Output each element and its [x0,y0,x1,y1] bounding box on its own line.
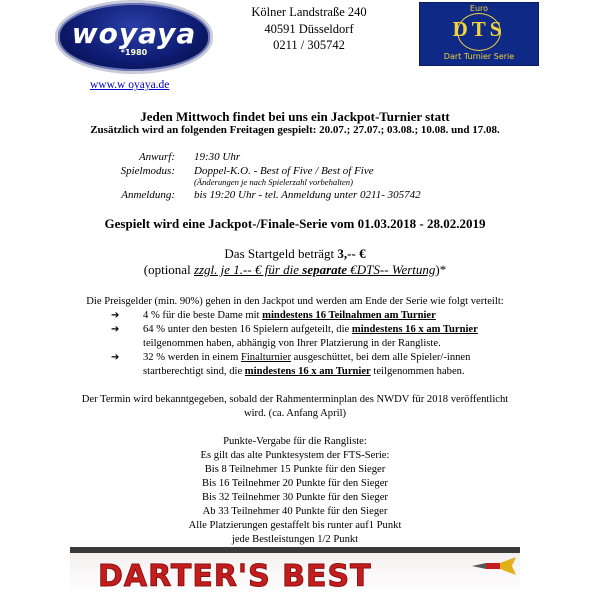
bullet-ladies [143,309,523,323]
bullet-arrow-icon: ➔ [111,352,120,363]
bullet-ladies-condition: mindestens 16 Teilnahmen am Turnier [262,310,436,321]
startgeld-line [0,246,590,262]
logo-year: *1980 [120,48,148,57]
darters-best-banner [70,547,520,596]
startgeld-optional-line [0,262,590,278]
prize-intro: Die Preisgelder (min. 90%) gehen in den Jackpot und werden am Ende der Serie wie folgt verteilt: [86,296,504,307]
termin-line-1: Der Termin wird bekanntgegeben, sobald der Rahmenterminplan des NWDV für 2018 veröffentlicht [81,394,509,405]
bullet-final-condition: mindestens 16 x am Turnier [244,366,371,377]
woyaya-logo [55,0,213,74]
subheadline: Zusätzlich wird an folgenden Freitagen gespielt: 20.07.; 27.07.; 03.08.; 10.08. und 17.08. [90,124,500,136]
bullet-final-text: 32 % werden in einem [143,352,241,363]
termin-line-2: wird. (ca. Anfang April) [243,408,347,419]
startgeld-amount: 3,-- € [337,246,366,261]
bullet-top16 [143,323,523,351]
punkte-title: Punkte-Vergabe für die Rangliste: [223,436,367,447]
punkte-line: Bis 32 Teilnehmer 30 Punkte für den Sieger [202,492,388,503]
series-line: Gespielt wird eine Jackpot-/Finale-Serie vom 01.03.2018 - 28.02.2019 [104,216,486,231]
startgeld-optional-text: zzgl. je 1.-- € für die [193,262,303,277]
details-note: (Änderungen je nach Spielerzahl vorbehalten) [194,177,353,187]
punkte-line: jede Bestleistungen 1/2 Punkt [231,534,359,545]
bullet-top16-text: 64 % unter den besten 16 Spielern aufgeteilt, die [143,324,352,335]
startgeld-prefix: Das Startgeld beträgt [224,246,338,261]
punkte-line: Bis 16 Teilnehmer 20 Punkte für den Sieger [202,478,388,489]
bullet-top16-condition: mindestens 16 x am Turnier [351,324,478,335]
detail-value-anwurf: 19:30 Uhr [194,151,241,163]
detail-value-spielmodus: Doppel-K.O. - Best of Five / Best of Five [194,165,374,177]
detail-label-anmeldung: Anmeldung: [121,189,175,201]
startgeld-wertung: €DTS-- Wertung [347,262,436,277]
bullet-final-finalturnier: Finalturnier [240,352,291,363]
punkte-line: Bis 8 Teilnehmer 15 Punkte für den Sieger [204,464,386,475]
bullet-final [143,351,523,379]
website-link[interactable]: www.w oyaya.de [90,79,170,91]
startgeld-separate: separate [302,262,348,277]
logo-word: woyaya [71,17,197,50]
address-phone: 0211 / 305742 [273,38,345,52]
punkte-line: Alle Platzierungen gestaffelt bis runter auf1 Punkt [188,520,402,531]
startgeld-optional-open: (optional [143,262,194,277]
address-block [236,4,382,54]
startgeld-optional-close: )* [435,262,447,277]
detail-label-anwurf: Anwurf: [138,151,175,163]
bullet-top16-cont: teilgenommen haben, abhängig von Ihrer Platzierung in der Rangliste. [143,338,441,349]
address-street: Kölner Landstraße 240 [251,5,367,19]
dts-logo-top: Euro [469,4,489,13]
detail-value-anmeldung: bis 19:20 Uhr - tel. Anmeldung unter 0211- 305742 [194,189,421,201]
bullet-ladies-text: 4 % für die beste Dame mit [143,310,263,321]
bullet-arrow-icon: ➔ [111,324,120,335]
detail-label-spielmodus: Spielmodus: [120,165,175,177]
headline: Jeden Mittwoch findet bei uns ein Jackpot-Turnier statt [140,109,450,124]
dts-logo-bottom: Dart Turnier Serie [443,52,515,61]
dts-logo-mark: DTS [452,17,506,41]
banner-text: DARTER'S BEST [98,559,372,594]
bullet-final-text2: ausgeschüttet, bei dem alle Spieler/-innen [290,352,471,363]
address-city: 40591 Düsseldorf [264,21,354,36]
punkte-line: Ab 33 Teilnehmer 40 Punkte für den Sieger [202,506,388,517]
dts-logo [419,2,539,66]
punkte-line: Es gilt das alte Punktesystem der FTS-Serie: [200,450,390,461]
bullet-final-cont: startberechtigt sind, die [143,366,245,377]
bullet-final-cont2: teilgenommen haben. [370,366,465,377]
bullet-arrow-icon: ➔ [111,310,120,321]
dart-icon [472,557,518,575]
